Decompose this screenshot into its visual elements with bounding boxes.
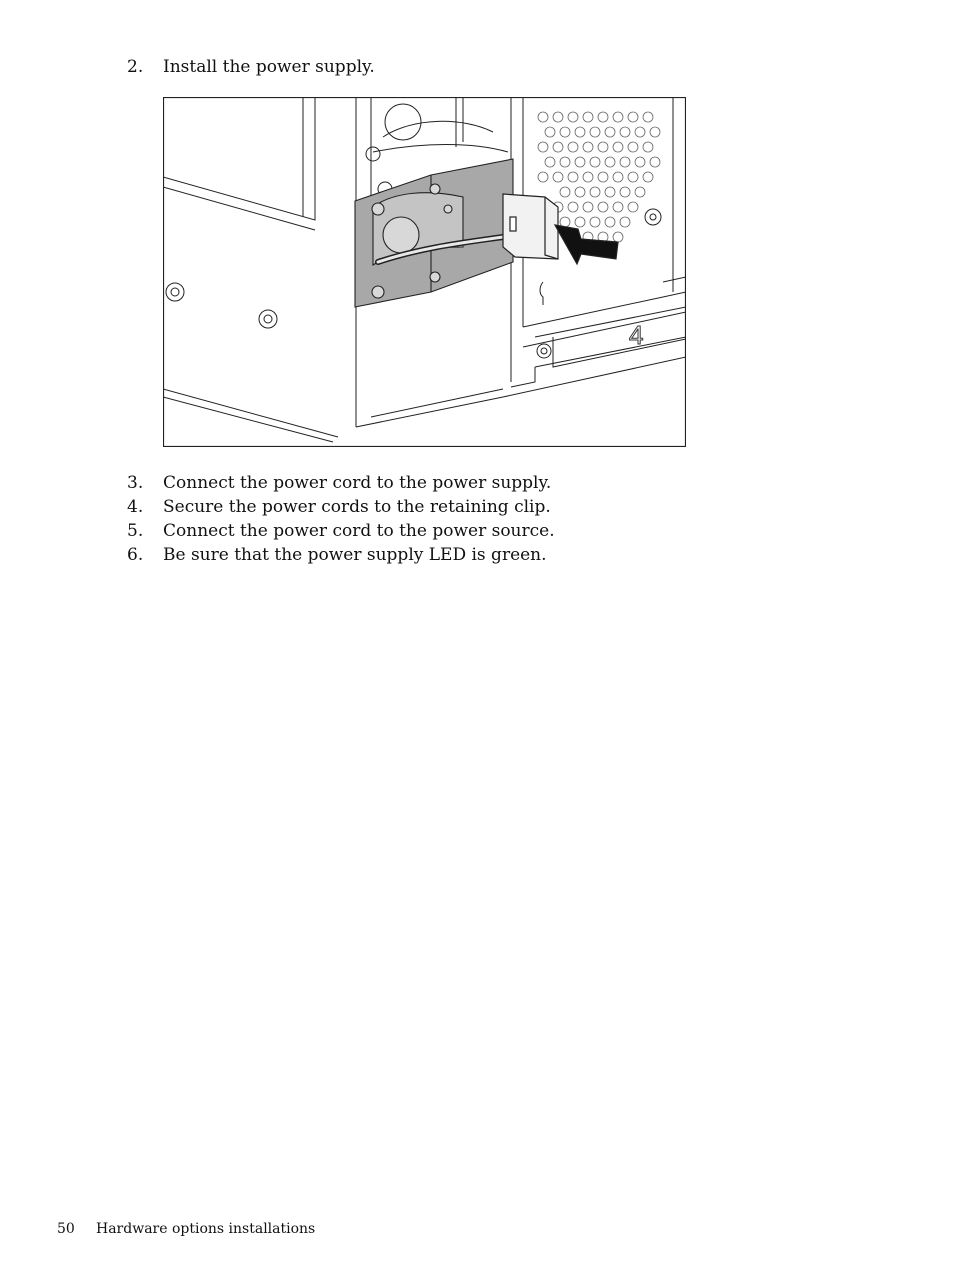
step-number: 4. bbox=[127, 497, 144, 517]
step-text: Connect the power cord to the power source. bbox=[163, 521, 555, 541]
step-text: Connect the power cord to the power supply. bbox=[163, 473, 552, 493]
step-number: 5. bbox=[127, 521, 144, 541]
bay-number-label: 4 bbox=[629, 320, 644, 350]
page-number: 50 bbox=[57, 1221, 75, 1237]
step-text: Secure the power cords to the retaining clip. bbox=[163, 497, 551, 517]
step-text: Install the power supply. bbox=[163, 57, 375, 77]
step-number: 3. bbox=[127, 473, 144, 493]
footer-section-title: Hardware options installations bbox=[96, 1221, 316, 1237]
step-number: 6. bbox=[127, 545, 144, 565]
step-text: Be sure that the power supply LED is green. bbox=[163, 545, 547, 565]
step-number: 2. bbox=[127, 57, 144, 77]
power-supply-installation-illustration bbox=[163, 97, 686, 447]
